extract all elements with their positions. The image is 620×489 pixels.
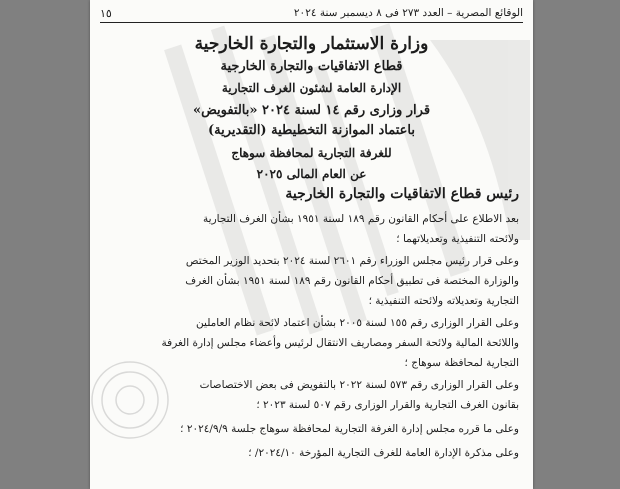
paragraph-line: وعلى مذكرة الإدارة العامة للغرف التجارية المؤرخة ٢٠٢٤/١٠/ ؛: [248, 447, 519, 459]
approval-title: باعتماد الموازنة التخطيطية (التقديرية): [208, 123, 415, 138]
paragraph-line: ولائحته التنفيذية وتعديلاتهما ؛: [396, 233, 519, 245]
admin-title: الإدارة العامة لشئون الغرف التجارية: [221, 81, 402, 95]
paragraph-line: وعلى قرار رئيس مجلس الوزراء رقم ٢٦٠١ لسنة ٢٠٢٤ بتحديد الوزير المختص: [185, 255, 519, 267]
page-number: ١٥: [100, 6, 112, 20]
paragraph-line: التجارية وتعديلاته ولائحته التنفيذية ؛: [368, 295, 519, 307]
paragraph-4: [104, 375, 519, 415]
paragraph-1: [104, 209, 519, 249]
paragraph-line: والوزارة المختصة فى تطبيق أحكام القانون رقم ١٨٩ لسنة ١٩٥١ بشأن الغرف: [185, 275, 519, 287]
ministry-title: وزارة الاستثمار والتجارة الخارجية: [194, 34, 429, 54]
sector-head-title: رئيس قطاع الاتفاقيات والتجارة الخارجية: [285, 186, 519, 202]
paragraph-line: واللائحة المالية ولائحة السفر ومصاريف الانتقال لرئيس وأعضاء مجلس إدارة الغرفة: [161, 337, 519, 349]
paragraph-line: وعلى القرار الوزارى رقم ٥٧٣ لسنة ٢٠٢٢ بالتفويض فى بعض الاختصاصات: [199, 379, 519, 391]
decree-title: قرار وزارى رقم ١٤ لسنة ٢٠٢٤ «بالتفويض»: [192, 103, 431, 118]
chamber-title: للغرفة التجارية لمحافظة سوهاج: [231, 146, 392, 160]
paragraph-3: [104, 313, 519, 373]
sector-title: قطاع الاتفاقيات والتجارة الخارجية: [220, 59, 403, 74]
paragraph-line: التجارية لمحافظة سوهاج ؛: [404, 357, 519, 369]
paragraph-line: وعلى ما قرره مجلس إدارة الغرفة التجارية لمحافظة سوهاج جلسة ٢٠٢٤/٩/٩ ؛: [180, 423, 519, 435]
paragraph-line: بقانون الغرف التجارية والقرار الوزارى رقم ٥٠٧ لسنة ٢٠٢٣ ؛: [256, 399, 519, 411]
document-page: [90, 0, 533, 489]
running-header: [100, 4, 523, 23]
paragraph-5: [104, 419, 519, 439]
fiscal-year-title: عن العام المالى ٢٠٢٥: [256, 167, 367, 181]
paragraph-6: [104, 443, 519, 463]
paragraph-line: وعلى القرار الوزارى رقم ١٥٥ لسنة ٢٠٠٥ بشأن اعتماد لائحة نظام العاملين: [196, 317, 519, 329]
paragraph-line: بعد الاطلاع على أحكام القانون رقم ١٨٩ لسنة ١٩٥١ بشأن الغرف التجارية: [203, 213, 519, 225]
running-title: الوقائع المصرية – العدد ٢٧٣ فى ٨ ديسمبر سنة ٢٠٢٤: [293, 7, 523, 19]
paragraph-2: [104, 251, 519, 311]
